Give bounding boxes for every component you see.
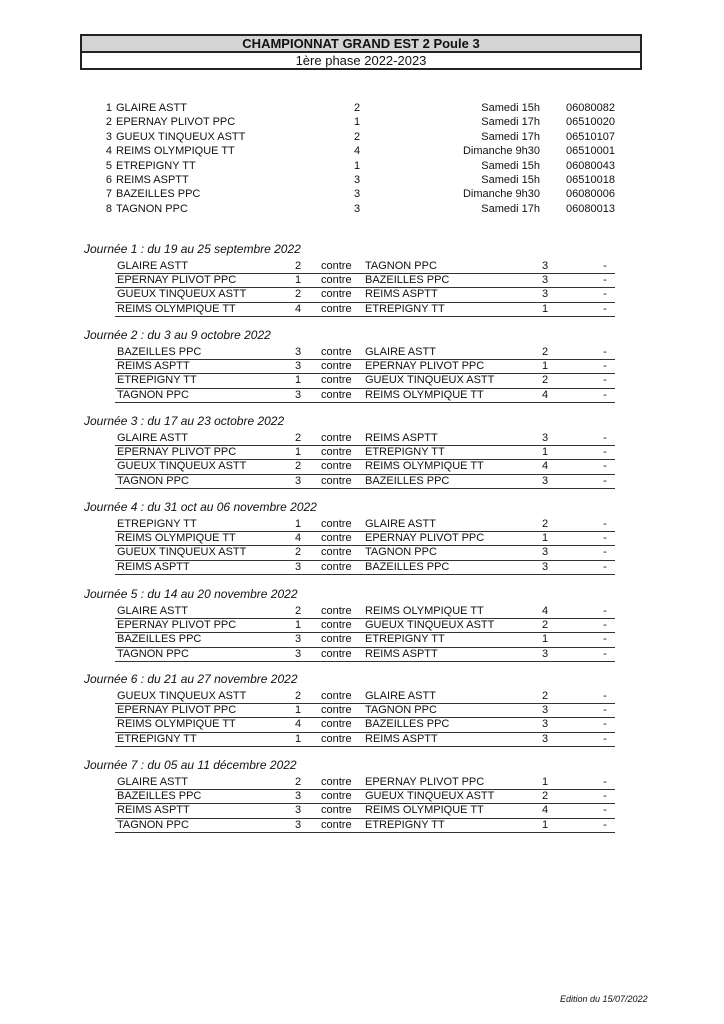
match-row	[115, 445, 615, 460]
home-group: 3	[294, 388, 302, 401]
home-group: 2	[294, 775, 302, 788]
versus-label: contre	[321, 732, 352, 745]
versus-label: contre	[321, 345, 352, 358]
versus-label: contre	[321, 689, 352, 702]
away-group: 2	[541, 345, 549, 358]
home-team: GLAIRE ASTT	[117, 775, 188, 788]
team-number: 6	[105, 173, 112, 186]
match-row	[115, 560, 615, 575]
away-team: EPERNAY PLIVOT PPC	[365, 775, 485, 788]
match-row	[115, 647, 615, 662]
away-group: 1	[541, 445, 549, 458]
away-team: TAGNON PPC	[365, 546, 437, 559]
away-team: ETREPIGNY TT	[365, 633, 445, 646]
away-group: 4	[541, 460, 549, 473]
home-team: REIMS OLYMPIQUE TT	[117, 302, 236, 315]
away-group: 3	[541, 732, 549, 745]
versus-label: contre	[321, 460, 352, 473]
versus-label: contre	[321, 818, 352, 831]
match-result: -	[603, 474, 607, 487]
team-name: GUEUX TINQUEUX ASTT	[116, 130, 246, 143]
home-team: GUEUX TINQUEUX ASTT	[117, 689, 247, 702]
journee-title: Journée 6 : du 21 au 27 novembre 2022	[84, 672, 298, 686]
away-group: 1	[541, 818, 549, 831]
team-name: REIMS OLYMPIQUE TT	[116, 145, 235, 158]
versus-label: contre	[321, 359, 352, 372]
home-group: 3	[294, 560, 302, 573]
away-team: REIMS ASPTT	[365, 732, 438, 745]
home-group: 3	[294, 647, 302, 660]
team-group: 2	[353, 130, 361, 143]
home-team: ETREPIGNY TT	[117, 517, 197, 530]
team-row	[0, 115, 724, 129]
away-group: 3	[541, 288, 549, 301]
versus-label: contre	[321, 718, 352, 731]
match-row	[115, 373, 615, 388]
team-club-code: 06080082	[566, 102, 615, 114]
away-team: REIMS OLYMPIQUE TT	[365, 388, 484, 401]
home-team: GUEUX TINQUEUX ASTT	[117, 546, 247, 559]
match-result: -	[603, 259, 607, 272]
team-match-day: Samedi 15h	[481, 102, 540, 114]
match-result: -	[603, 288, 607, 301]
away-group: 1	[541, 531, 549, 544]
match-result: -	[603, 703, 607, 716]
home-group: 2	[294, 689, 302, 702]
home-team: GLAIRE ASTT	[117, 259, 188, 272]
home-team: BAZEILLES PPC	[117, 633, 202, 646]
home-group: 2	[294, 460, 302, 473]
away-team: TAGNON PPC	[365, 259, 437, 272]
team-number: 3	[105, 130, 112, 143]
match-row	[115, 703, 615, 718]
away-team: EPERNAY PLIVOT PPC	[365, 359, 485, 372]
match-result: -	[603, 388, 607, 401]
away-team: GUEUX TINQUEUX ASTT	[365, 618, 495, 631]
versus-label: contre	[321, 633, 352, 646]
home-team: GLAIRE ASTT	[117, 431, 188, 444]
home-group: 3	[294, 633, 302, 646]
match-result: -	[603, 633, 607, 646]
versus-label: contre	[321, 288, 352, 301]
team-group: 3	[353, 173, 361, 186]
away-group: 3	[541, 647, 549, 660]
home-group: 1	[294, 445, 302, 458]
journee-title: Journée 4 : du 31 oct au 06 novembre 2022	[84, 500, 317, 514]
versus-label: contre	[321, 560, 352, 573]
team-row	[0, 173, 724, 187]
match-row	[115, 259, 615, 274]
team-club-code: 06510001	[566, 145, 615, 158]
team-name: REIMS ASPTT	[116, 173, 189, 186]
away-team: REIMS ASPTT	[365, 431, 438, 444]
team-number: 5	[105, 159, 112, 172]
away-group: 3	[541, 474, 549, 487]
home-team: GLAIRE ASTT	[117, 604, 188, 617]
match-result: -	[603, 359, 607, 372]
match-result: -	[603, 818, 607, 831]
away-team: ETREPIGNY TT	[365, 445, 445, 458]
match-result: -	[603, 647, 607, 660]
team-match-day: Samedi 15h	[481, 159, 540, 172]
match-row	[115, 632, 615, 647]
journee-title: Journée 5 : du 14 au 20 novembre 2022	[84, 587, 298, 601]
away-group: 3	[541, 703, 549, 716]
match-row	[115, 604, 615, 619]
home-team: REIMS ASPTT	[117, 359, 190, 372]
home-team: EPERNAY PLIVOT PPC	[117, 703, 237, 716]
match-result: -	[603, 604, 607, 617]
away-team: GUEUX TINQUEUX ASTT	[365, 789, 495, 802]
home-team: REIMS OLYMPIQUE TT	[117, 718, 236, 731]
away-group: 3	[541, 560, 549, 573]
away-group: 4	[541, 804, 549, 817]
away-team: ETREPIGNY TT	[365, 818, 445, 831]
team-group: 1	[353, 116, 361, 129]
match-row	[115, 818, 615, 833]
match-result: -	[603, 460, 607, 473]
team-group: 4	[353, 145, 361, 158]
home-group: 3	[294, 818, 302, 831]
match-row	[115, 618, 615, 633]
home-group: 3	[294, 789, 302, 802]
versus-label: contre	[321, 775, 352, 788]
away-group: 1	[541, 302, 549, 315]
match-result: -	[603, 775, 607, 788]
away-team: REIMS ASPTT	[365, 647, 438, 660]
team-row	[0, 130, 724, 144]
away-group: 3	[541, 718, 549, 731]
versus-label: contre	[321, 388, 352, 401]
away-team: REIMS OLYMPIQUE TT	[365, 804, 484, 817]
away-group: 2	[541, 374, 549, 387]
team-number: 4	[105, 145, 112, 158]
team-name: GLAIRE ASTT	[116, 102, 187, 114]
away-team: REIMS OLYMPIQUE TT	[365, 460, 484, 473]
home-team: ETREPIGNY TT	[117, 732, 197, 745]
away-group: 2	[541, 689, 549, 702]
versus-label: contre	[321, 804, 352, 817]
team-match-day: Dimanche 9h30	[462, 145, 540, 158]
home-group: 3	[294, 474, 302, 487]
match-result: -	[603, 302, 607, 315]
match-row	[115, 732, 615, 747]
match-result: -	[603, 560, 607, 573]
home-team: REIMS OLYMPIQUE TT	[117, 531, 236, 544]
team-match-day: Samedi 17h	[481, 130, 540, 143]
home-group: 1	[294, 517, 302, 530]
match-row	[115, 545, 615, 560]
away-group: 3	[541, 431, 549, 444]
home-team: TAGNON PPC	[117, 474, 189, 487]
journee-title: Journée 2 : du 3 au 9 octobre 2022	[84, 328, 271, 342]
away-team: EPERNAY PLIVOT PPC	[365, 531, 485, 544]
versus-label: contre	[321, 302, 352, 315]
home-group: 4	[294, 718, 302, 731]
match-row	[115, 459, 615, 474]
match-result: -	[603, 445, 607, 458]
home-team: TAGNON PPC	[117, 818, 189, 831]
home-group: 1	[294, 732, 302, 745]
team-number: 2	[105, 116, 112, 129]
document-header	[80, 34, 642, 70]
team-name: EPERNAY PLIVOT PPC	[116, 116, 236, 129]
away-team: TAGNON PPC	[365, 703, 437, 716]
away-team: BAZEILLES PPC	[365, 718, 450, 731]
match-result: -	[603, 618, 607, 631]
home-group: 1	[294, 374, 302, 387]
away-group: 3	[541, 259, 549, 272]
away-group: 2	[541, 618, 549, 631]
away-team: GLAIRE ASTT	[365, 345, 436, 358]
versus-label: contre	[321, 273, 352, 286]
away-team: ETREPIGNY TT	[365, 302, 445, 315]
edition-date: Edition du 15/07/2022	[560, 994, 648, 1004]
home-team: GUEUX TINQUEUX ASTT	[117, 288, 247, 301]
away-group: 1	[541, 775, 549, 788]
away-team: GUEUX TINQUEUX ASTT	[365, 374, 495, 387]
team-club-code: 06510020	[566, 116, 615, 129]
team-club-code: 06510018	[566, 173, 615, 186]
match-row	[115, 531, 615, 546]
versus-label: contre	[321, 703, 352, 716]
away-team: GLAIRE ASTT	[365, 689, 436, 702]
home-team: REIMS ASPTT	[117, 804, 190, 817]
away-group: 2	[541, 517, 549, 530]
home-group: 2	[294, 288, 302, 301]
team-row	[0, 144, 724, 158]
away-team: BAZEILLES PPC	[365, 273, 450, 286]
home-team: EPERNAY PLIVOT PPC	[117, 445, 237, 458]
journee-title: Journée 3 : du 17 au 23 octobre 2022	[84, 414, 285, 428]
team-match-day: Dimanche 9h30	[462, 188, 540, 201]
match-result: -	[603, 517, 607, 530]
page-title: CHAMPIONNAT GRAND EST 2 Poule 3	[80, 34, 642, 53]
home-group: 1	[294, 618, 302, 631]
match-row	[115, 287, 615, 302]
team-group: 2	[353, 102, 361, 114]
away-group: 1	[541, 633, 549, 646]
home-team: ETREPIGNY TT	[117, 374, 197, 387]
team-number: 1	[105, 102, 112, 114]
versus-label: contre	[321, 618, 352, 631]
away-group: 3	[541, 273, 549, 286]
team-row	[0, 202, 724, 216]
team-match-day: Samedi 17h	[481, 116, 540, 129]
team-group: 3	[353, 188, 361, 201]
home-team: BAZEILLES PPC	[117, 345, 202, 358]
away-team: BAZEILLES PPC	[365, 560, 450, 573]
team-number: 8	[105, 202, 112, 215]
away-group: 4	[541, 604, 549, 617]
match-row	[115, 789, 615, 804]
match-result: -	[603, 431, 607, 444]
match-row	[115, 803, 615, 818]
team-club-code: 06080013	[566, 202, 615, 215]
match-row	[115, 273, 615, 288]
home-group: 2	[294, 604, 302, 617]
away-group: 2	[541, 789, 549, 802]
versus-label: contre	[321, 789, 352, 802]
team-row	[0, 101, 724, 115]
home-group: 3	[294, 345, 302, 358]
versus-label: contre	[321, 374, 352, 387]
match-result: -	[603, 789, 607, 802]
match-row	[115, 689, 615, 704]
home-group: 2	[294, 546, 302, 559]
team-row	[0, 159, 724, 173]
away-team: GLAIRE ASTT	[365, 517, 436, 530]
match-result: -	[603, 689, 607, 702]
match-result: -	[603, 531, 607, 544]
away-team: REIMS ASPTT	[365, 288, 438, 301]
team-name: TAGNON PPC	[116, 202, 188, 215]
home-team: TAGNON PPC	[117, 647, 189, 660]
home-group: 2	[294, 259, 302, 272]
home-group: 1	[294, 703, 302, 716]
match-result: -	[603, 273, 607, 286]
match-row	[115, 517, 615, 532]
home-group: 3	[294, 804, 302, 817]
match-result: -	[603, 374, 607, 387]
team-club-code: 06080043	[566, 159, 615, 172]
versus-label: contre	[321, 431, 352, 444]
team-group: 3	[353, 202, 361, 215]
team-list	[0, 101, 724, 216]
match-result: -	[603, 345, 607, 358]
match-row	[115, 359, 615, 374]
home-group: 4	[294, 302, 302, 315]
home-team: EPERNAY PLIVOT PPC	[117, 273, 237, 286]
team-club-code: 06080006	[566, 188, 615, 201]
away-team: REIMS OLYMPIQUE TT	[365, 604, 484, 617]
away-group: 3	[541, 546, 549, 559]
match-result: -	[603, 718, 607, 731]
match-row	[115, 717, 615, 732]
versus-label: contre	[321, 259, 352, 272]
team-name: ETREPIGNY TT	[116, 159, 196, 172]
away-group: 4	[541, 388, 549, 401]
away-group: 1	[541, 359, 549, 372]
home-team: GUEUX TINQUEUX ASTT	[117, 460, 247, 473]
match-row	[115, 388, 615, 403]
match-row	[115, 775, 615, 790]
home-group: 1	[294, 273, 302, 286]
journee-title: Journée 7 : du 05 au 11 décembre 2022	[84, 758, 297, 772]
team-club-code: 06510107	[566, 130, 615, 143]
match-result: -	[603, 546, 607, 559]
match-result: -	[603, 732, 607, 745]
team-group: 1	[353, 159, 361, 172]
versus-label: contre	[321, 445, 352, 458]
journee-title: Journée 1 : du 19 au 25 septembre 2022	[84, 242, 301, 256]
team-number: 7	[105, 188, 112, 201]
versus-label: contre	[321, 604, 352, 617]
match-row	[115, 431, 615, 446]
home-group: 4	[294, 531, 302, 544]
team-match-day: Samedi 17h	[481, 202, 540, 215]
team-name: BAZEILLES PPC	[116, 188, 201, 201]
match-row	[115, 302, 615, 317]
home-team: EPERNAY PLIVOT PPC	[117, 618, 237, 631]
match-row	[115, 345, 615, 360]
away-team: BAZEILLES PPC	[365, 474, 450, 487]
home-group: 3	[294, 359, 302, 372]
match-row	[115, 474, 615, 489]
versus-label: contre	[321, 531, 352, 544]
versus-label: contre	[321, 474, 352, 487]
home-team: TAGNON PPC	[117, 388, 189, 401]
team-match-day: Samedi 15h	[481, 173, 540, 186]
versus-label: contre	[321, 546, 352, 559]
page-subtitle: 1ère phase 2022-2023	[80, 53, 642, 70]
match-result: -	[603, 804, 607, 817]
versus-label: contre	[321, 647, 352, 660]
home-team: REIMS ASPTT	[117, 560, 190, 573]
versus-label: contre	[321, 517, 352, 530]
home-group: 2	[294, 431, 302, 444]
team-row	[0, 187, 724, 201]
home-team: BAZEILLES PPC	[117, 789, 202, 802]
